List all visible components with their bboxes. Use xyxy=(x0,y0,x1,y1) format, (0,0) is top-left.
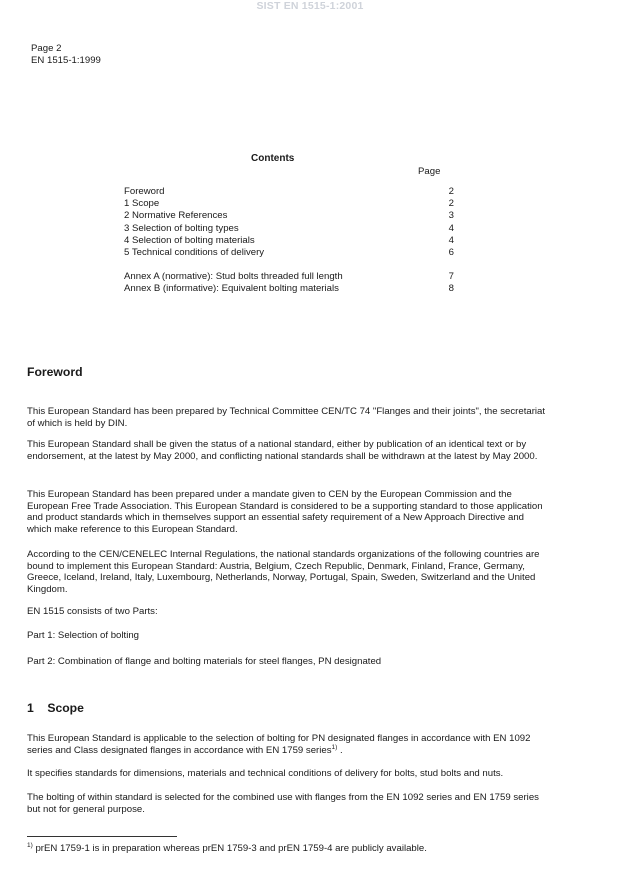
toc-annex-entry[interactable] xyxy=(124,271,454,283)
foreword-part-1: Part 1: Selection of bolting xyxy=(27,630,139,641)
scope-paragraph-3: The bolting of within standard is selected for the combined use with flanges from the EN 1092 series and EN 1759 series but not for general purpose. xyxy=(27,792,539,815)
toc-label: Annex A (normative): Stud bolts threaded full length xyxy=(124,270,343,282)
foreword-paragraph-3: This European Standard has been prepared under a mandate given to CEN by the European Commission and the European Free Trade Association. This European Standard is considered to be a supporting standard to those application and product standards which in themselves support an essential safety requirement of a New Approach Directive and which make reference to this European Standard. xyxy=(27,489,543,535)
footnote xyxy=(27,843,567,855)
document-id: EN 1515-1:1999 xyxy=(31,54,101,66)
toc-spacer xyxy=(124,259,454,271)
scope-title: Scope xyxy=(47,701,84,715)
toc-label: 3 Selection of bolting types xyxy=(124,222,239,234)
foreword-heading: Foreword xyxy=(27,365,83,379)
toc-label: Annex B (informative): Equivalent bolting materials xyxy=(124,282,339,294)
toc-label: 5 Technical conditions of delivery xyxy=(124,246,265,258)
toc-page: 2 xyxy=(448,198,454,210)
toc-entry[interactable] xyxy=(124,247,454,259)
toc-page: 8 xyxy=(448,282,454,294)
toc-entry[interactable] xyxy=(124,223,454,235)
contents-title: Contents xyxy=(251,153,295,164)
scope-paragraph-1: This European Standard is applicable to the selection of bolting for PN designated flanges in accordance with EN 1092 series and Class designated flanges in accordance with EN 1759 series$^{1)}$ . xyxy=(27,733,531,756)
watermark: SIST EN 1515-1:2001 xyxy=(256,0,364,12)
contents-page-label: Page xyxy=(418,166,441,177)
foreword-paragraph-1: This European Standard has been prepared by Technical Committee CEN/TC 74 "Flanges and their joints", the secretariat of which is held by DIN. xyxy=(27,406,546,429)
toc-entry[interactable] xyxy=(124,198,454,210)
foreword-part-2: Part 2: Combination of flange and bolting materials for steel flanges, PN designated xyxy=(27,656,382,667)
toc-page: 4 xyxy=(448,222,454,234)
toc-page: 6 xyxy=(448,246,454,258)
toc-page: 4 xyxy=(448,234,454,246)
page-number: Page 2 xyxy=(31,43,62,54)
page-header xyxy=(31,43,101,66)
toc-label: 2 Normative References xyxy=(124,210,228,222)
footnote-ref[interactable]: 1) xyxy=(331,743,338,751)
toc-annex-entry[interactable] xyxy=(124,283,454,295)
toc-label: 4 Selection of bolting materials xyxy=(124,234,255,246)
footnote-marker: 1) xyxy=(27,841,33,849)
scope-number: 1 xyxy=(27,701,34,715)
foreword-paragraph-2: This European Standard shall be given the status of a national standard, either by publication of an identical text or by endorsement, at the latest by May 2000, and conflicting national standards shall be withdrawn at the latest by May 2000. xyxy=(27,439,538,462)
toc-entry[interactable] xyxy=(124,210,454,222)
table-of-contents xyxy=(124,186,454,295)
toc-page: 7 xyxy=(448,270,454,282)
toc-page: 3 xyxy=(448,210,454,222)
footnote-text: prEN 1759-1 is in preparation whereas prEN 1759-3 and prEN 1759-4 are publicly available. xyxy=(32,843,427,854)
footnote-divider xyxy=(27,836,177,837)
toc-page: 2 xyxy=(448,186,454,197)
toc-entry[interactable] xyxy=(124,186,454,198)
toc-label: Foreword xyxy=(124,186,165,197)
foreword-paragraph-5: EN 1515 consists of two Parts: xyxy=(27,606,158,617)
scope-paragraph-2: It specifies standards for dimensions, materials and technical conditions of delivery for bolts, stud bolts and nuts. xyxy=(27,768,504,779)
toc-entry[interactable] xyxy=(124,235,454,247)
foreword-paragraph-4: According to the CEN/CENELEC Internal Regulations, the national standards organizations of the following countries are bound to implement this European Standard: Austria, Belgium, Czech Republic, Denmark, Finland, France, Germany, Greece, Iceland, Ireland, Italy, Luxembourg, Netherlands, Norway, Portugal, Spain, Sweden, Switzerland and the United Kingdom. xyxy=(27,549,540,595)
toc-label: 1 Scope xyxy=(124,198,160,210)
scope-heading xyxy=(27,703,84,715)
